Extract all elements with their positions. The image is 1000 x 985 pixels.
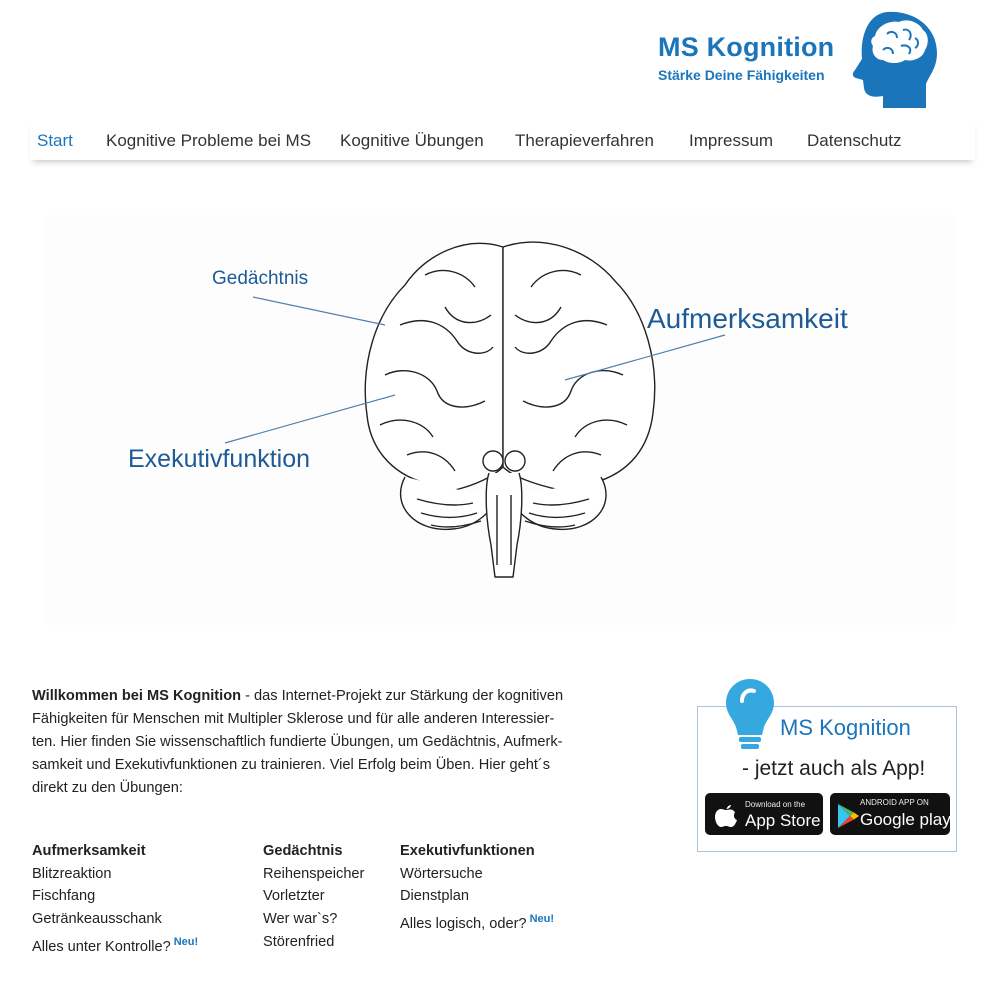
head-profile-icon bbox=[847, 10, 942, 112]
exercise-link[interactable]: Wörtersuche bbox=[400, 865, 483, 882]
app-store-button[interactable] bbox=[705, 793, 823, 835]
column-aufmerksamkeit bbox=[32, 840, 198, 958]
label-aufmerksamkeit: Aufmerksamkeit bbox=[647, 303, 848, 334]
nav-start[interactable]: Start bbox=[37, 131, 73, 150]
intro-line3: ten. Hier finden Sie wissenschaftlich fundierte Übungen, um Gedächtnis, Aufmerk- bbox=[32, 734, 563, 750]
exercise-link[interactable]: Alles logisch, oder? bbox=[400, 915, 527, 932]
app-tagline: - jetzt auch als App! bbox=[742, 757, 926, 780]
nav-kognitive-probleme[interactable]: Kognitive Probleme bei MS bbox=[106, 131, 312, 150]
google-play-icon bbox=[836, 803, 860, 829]
appstore-small-text: Download on the bbox=[745, 800, 806, 809]
apple-icon bbox=[713, 799, 739, 829]
app-promo-box bbox=[697, 706, 957, 852]
column-gedaechtnis bbox=[263, 840, 364, 954]
exercise-link[interactable]: Getränkeausschank bbox=[32, 911, 162, 928]
intro-line2: Fähigkeiten für Menschen mit Multipler Sklerose und für alle anderen Interessier- bbox=[32, 711, 555, 727]
exercise-link[interactable]: Störenfried bbox=[263, 933, 335, 950]
column-exekutivfunktionen bbox=[400, 840, 554, 936]
site-logo[interactable] bbox=[655, 10, 955, 115]
intro-text bbox=[32, 685, 622, 800]
intro-line4: samkeit und Exekutivfunktionen zu trainieren. Viel Erfolg beim Üben. Hier geht´s bbox=[32, 757, 551, 773]
exercise-link[interactable]: Fischfang bbox=[32, 888, 96, 905]
google-play-button[interactable] bbox=[830, 793, 950, 835]
intro-line1: - das Internet-Projekt zur Stärkung der kognitiven bbox=[241, 688, 564, 704]
label-gedaechtnis: Gedächtnis bbox=[212, 268, 309, 289]
appstore-big-text: App Store bbox=[745, 811, 821, 830]
exercise-link[interactable]: Blitzreaktion bbox=[32, 865, 112, 882]
nav-datenschutz[interactable]: Datenschutz bbox=[807, 131, 902, 150]
exercise-link[interactable]: Dienstplan bbox=[400, 888, 469, 905]
nav-therapieverfahren[interactable]: Therapieverfahren bbox=[515, 131, 654, 150]
logo-title: MS Kognition bbox=[658, 32, 835, 62]
column-title: Aufmerksamkeit bbox=[32, 843, 146, 859]
exercise-link[interactable]: Reihenspeicher bbox=[263, 865, 365, 882]
google-small-text: ANDROID APP ON bbox=[860, 798, 929, 807]
intro-bold: Willkommen bei MS Kognition bbox=[32, 688, 242, 704]
nav-impressum[interactable]: Impressum bbox=[689, 131, 774, 150]
column-title: Gedächtnis bbox=[263, 843, 343, 859]
lightbulb-icon bbox=[722, 677, 778, 753]
brain-icon bbox=[45, 215, 955, 625]
app-title: MS Kognition bbox=[780, 715, 911, 740]
main-navigation bbox=[30, 118, 975, 160]
label-exekutivfunktion: Exekutivfunktion bbox=[128, 445, 311, 473]
hero-brain-illustration bbox=[45, 215, 955, 625]
new-badge: Neu! bbox=[529, 913, 555, 926]
exercise-link[interactable]: Alles unter Kontrolle? bbox=[32, 938, 171, 955]
column-title: Exekutivfunktionen bbox=[400, 843, 535, 859]
logo-subtitle: Stärke Deine Fähigkeiten bbox=[658, 67, 825, 83]
intro-line5: direkt zu den Übungen: bbox=[32, 780, 183, 796]
google-big-text: Google play bbox=[860, 810, 951, 829]
exercise-link[interactable]: Vorletzter bbox=[263, 888, 325, 905]
new-badge: Neu! bbox=[173, 935, 199, 948]
nav-kognitive-uebungen[interactable]: Kognitive Übungen bbox=[340, 131, 484, 150]
exercise-link[interactable]: Wer war`s? bbox=[263, 911, 338, 928]
